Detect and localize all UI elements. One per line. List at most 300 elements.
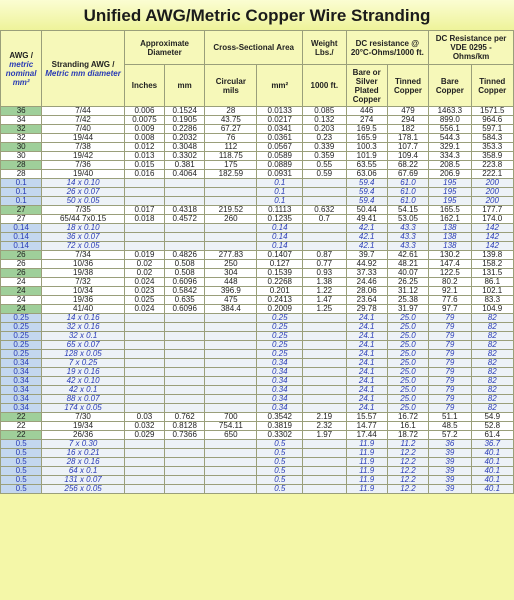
table-cell xyxy=(124,224,164,233)
table-cell: 384.4 xyxy=(205,305,257,314)
table-cell: 11.9 xyxy=(346,458,387,467)
table-cell xyxy=(205,485,257,494)
table-cell: 0.2268 xyxy=(257,278,303,287)
table-cell xyxy=(205,323,257,332)
table-cell xyxy=(165,314,205,323)
table-cell: 40.1 xyxy=(471,467,513,476)
header-dc-resistance: DC resistance @ 20°C-Ohms/1000 ft. xyxy=(346,31,429,65)
table-cell xyxy=(124,332,164,341)
table-cell: 25.0 xyxy=(387,386,428,395)
table-row xyxy=(1,170,514,179)
table-cell: 7/32 xyxy=(42,278,125,287)
table-cell xyxy=(303,485,346,494)
table-cell: 0.34 xyxy=(257,368,303,377)
table-cell: 448 xyxy=(205,278,257,287)
table-cell: 142 xyxy=(471,242,513,251)
table-cell xyxy=(303,458,346,467)
table-cell: 0.013 xyxy=(124,152,164,161)
table-cell: 43.75 xyxy=(205,116,257,125)
table-cell: 0.6096 xyxy=(165,278,205,287)
table-cell: 28 xyxy=(1,170,42,179)
table-cell xyxy=(165,179,205,188)
table-cell xyxy=(124,377,164,386)
table-cell xyxy=(165,359,205,368)
table-cell: 50.44 xyxy=(346,206,387,215)
table-row xyxy=(1,314,514,323)
table-cell xyxy=(303,467,346,476)
table-cell xyxy=(124,233,164,242)
table-cell: 584.3 xyxy=(471,134,513,143)
header-stranding xyxy=(42,31,125,107)
header-circular-mils: Circular mils xyxy=(205,65,257,107)
table-cell: 182.59 xyxy=(205,170,257,179)
table-cell: 19/40 xyxy=(42,170,125,179)
table-cell xyxy=(124,386,164,395)
table-cell: 36 x 0.07 xyxy=(42,233,125,242)
table-cell xyxy=(165,323,205,332)
table-cell xyxy=(205,386,257,395)
table-row xyxy=(1,305,514,314)
table-row xyxy=(1,152,514,161)
table-cell: 0.4826 xyxy=(165,251,205,260)
table-cell xyxy=(165,467,205,476)
table-cell: 0.3819 xyxy=(257,422,303,431)
table-cell: 0.55 xyxy=(303,161,346,170)
table-cell: 250 xyxy=(205,260,257,269)
table-cell: 0.5 xyxy=(257,449,303,458)
table-cell xyxy=(205,197,257,206)
table-row xyxy=(1,179,514,188)
table-cell: 25.0 xyxy=(387,395,428,404)
table-cell: 28 x 0.16 xyxy=(42,458,125,467)
table-cell: 0.5 xyxy=(1,458,42,467)
table-cell: 27 xyxy=(1,206,42,215)
table-cell: 24.1 xyxy=(346,323,387,332)
table-cell: 25.0 xyxy=(387,377,428,386)
table-cell: 15.57 xyxy=(346,413,387,422)
table-cell: 0.0567 xyxy=(257,143,303,152)
table-cell: 0.14 xyxy=(1,224,42,233)
table-cell: 223.8 xyxy=(471,161,513,170)
table-cell: 195 xyxy=(429,188,471,197)
table-cell xyxy=(165,341,205,350)
table-cell xyxy=(303,242,346,251)
table-cell: 0.5 xyxy=(1,440,42,449)
table-row xyxy=(1,368,514,377)
table-cell: 0.1905 xyxy=(165,116,205,125)
table-cell: 219.52 xyxy=(205,206,257,215)
table-cell: 30 xyxy=(1,143,42,152)
table-cell: 7/40 xyxy=(42,125,125,134)
table-cell: 24.1 xyxy=(346,332,387,341)
table-cell: 0.02 xyxy=(124,269,164,278)
table-cell: 25.0 xyxy=(387,314,428,323)
table-cell: 22 xyxy=(1,422,42,431)
table-cell: 0.2032 xyxy=(165,134,205,143)
table-cell: 19/44 xyxy=(42,134,125,143)
table-cell: 36 xyxy=(429,440,471,449)
table-cell: 0.1 xyxy=(257,197,303,206)
table-cell: 0.016 xyxy=(124,170,164,179)
table-cell: 0.632 xyxy=(303,206,346,215)
table-cell: 82 xyxy=(471,404,513,413)
table-cell: 2.32 xyxy=(303,422,346,431)
header-approx-diameter: Approximate Diameter xyxy=(124,31,204,65)
table-cell xyxy=(303,197,346,206)
table-cell xyxy=(124,404,164,413)
table-cell: 0.0589 xyxy=(257,152,303,161)
table-cell: 19/36 xyxy=(42,296,125,305)
table-cell: 0.59 xyxy=(303,170,346,179)
table-cell xyxy=(205,368,257,377)
table-cell: 28 xyxy=(205,107,257,116)
table-cell xyxy=(205,449,257,458)
table-cell: 174 x 0.05 xyxy=(42,404,125,413)
table-cell: 274 xyxy=(346,116,387,125)
table-cell: 30 xyxy=(1,152,42,161)
table-cell: 50 x 0.05 xyxy=(42,197,125,206)
table-cell xyxy=(303,341,346,350)
table-cell: 0.02 xyxy=(124,260,164,269)
table-row xyxy=(1,341,514,350)
table-cell: 0.127 xyxy=(257,260,303,269)
table-cell: 44.92 xyxy=(346,260,387,269)
table-row xyxy=(1,188,514,197)
table-cell xyxy=(124,323,164,332)
table-cell: 100.3 xyxy=(346,143,387,152)
table-cell: 0.2286 xyxy=(165,125,205,134)
table-cell: 24 xyxy=(1,278,42,287)
table-cell: 158.2 xyxy=(471,260,513,269)
table-cell xyxy=(303,224,346,233)
table-cell: 14 x 0.16 xyxy=(42,314,125,323)
table-cell xyxy=(205,341,257,350)
table-row xyxy=(1,215,514,224)
table-cell: 61.4 xyxy=(471,431,513,440)
table-cell: 14.77 xyxy=(346,422,387,431)
table-cell: 43.3 xyxy=(387,242,428,251)
table-cell: 0.1 xyxy=(257,188,303,197)
table-row xyxy=(1,296,514,305)
table-cell: 17.44 xyxy=(346,431,387,440)
table-cell: 43.3 xyxy=(387,224,428,233)
table-cell xyxy=(124,467,164,476)
table-cell xyxy=(303,350,346,359)
table-cell: 79 xyxy=(429,350,471,359)
table-cell: 0.0133 xyxy=(257,107,303,116)
table-cell: 36 xyxy=(1,107,42,116)
table-cell: 1.38 xyxy=(303,278,346,287)
table-cell: 0.34 xyxy=(1,404,42,413)
table-cell: 0.008 xyxy=(124,134,164,143)
table-cell: 18.72 xyxy=(387,431,428,440)
table-cell: 0.14 xyxy=(1,242,42,251)
table-cell: 479 xyxy=(387,107,428,116)
table-cell xyxy=(205,314,257,323)
header-weight: Weight Lbs./ xyxy=(303,31,346,65)
table-cell: 19/38 xyxy=(42,269,125,278)
table-cell: 25.0 xyxy=(387,404,428,413)
header-tinned-copper: Tinned Copper xyxy=(387,65,428,107)
table-cell xyxy=(303,404,346,413)
table-cell: 0.381 xyxy=(165,161,205,170)
table-cell: 11.9 xyxy=(346,440,387,449)
table-cell: 0.14 xyxy=(1,233,42,242)
table-cell: 358.9 xyxy=(471,152,513,161)
table-cell: 0.1 xyxy=(1,188,42,197)
table-cell xyxy=(303,188,346,197)
table-cell xyxy=(165,350,205,359)
table-cell: 0.4572 xyxy=(165,215,205,224)
table-cell: 334.3 xyxy=(429,152,471,161)
table-row xyxy=(1,242,514,251)
table-row xyxy=(1,413,514,422)
table-cell: 0.14 xyxy=(257,242,303,251)
table-cell: 0.017 xyxy=(124,206,164,215)
table-cell: 0.024 xyxy=(124,278,164,287)
table-cell: 40.1 xyxy=(471,458,513,467)
table-cell: 83.3 xyxy=(471,296,513,305)
table-cell: 0.34 xyxy=(1,377,42,386)
table-cell: 42.1 xyxy=(346,242,387,251)
table-cell: 42.1 xyxy=(346,233,387,242)
table-cell: 61.0 xyxy=(387,188,428,197)
table-cell: 0.77 xyxy=(303,260,346,269)
table-cell: 12.2 xyxy=(387,458,428,467)
table-cell: 138 xyxy=(429,224,471,233)
table-cell: 208.5 xyxy=(429,161,471,170)
table-cell: 0.339 xyxy=(303,143,346,152)
table-cell xyxy=(205,179,257,188)
table-cell: 396.9 xyxy=(205,287,257,296)
header-tinned-copper-2: Tinned Copper xyxy=(471,65,513,107)
table-cell: 63.55 xyxy=(346,161,387,170)
table-cell: 39 xyxy=(429,476,471,485)
header-bare-silver: Bare or Silver Plated Copper xyxy=(346,65,387,107)
table-cell: 104.9 xyxy=(471,305,513,314)
table-cell: 964.6 xyxy=(471,116,513,125)
table-cell: 65/44 7x0.15 xyxy=(42,215,125,224)
table-row xyxy=(1,440,514,449)
table-cell: 175 xyxy=(205,161,257,170)
table-row xyxy=(1,197,514,206)
table-cell: 39.7 xyxy=(346,251,387,260)
table-cell: 0.34 xyxy=(1,368,42,377)
table-cell: 0.0361 xyxy=(257,134,303,143)
table-cell: 79 xyxy=(429,341,471,350)
table-cell: 0.029 xyxy=(124,431,164,440)
table-cell xyxy=(205,404,257,413)
table-cell xyxy=(165,440,205,449)
table-cell xyxy=(165,368,205,377)
table-row xyxy=(1,431,514,440)
table-cell: 0.0931 xyxy=(257,170,303,179)
table-cell: 0.14 xyxy=(257,233,303,242)
header-mm2: mm² xyxy=(257,65,303,107)
table-cell: 0.018 xyxy=(124,215,164,224)
table-cell: 24.46 xyxy=(346,278,387,287)
table-cell: 0.0075 xyxy=(124,116,164,125)
header-weight-sub: 1000 ft. xyxy=(303,65,346,107)
table-cell xyxy=(124,485,164,494)
table-cell: 32 xyxy=(1,125,42,134)
table-cell: 7 x 0.30 xyxy=(42,440,125,449)
table-cell: 42 x 0.10 xyxy=(42,377,125,386)
table-row xyxy=(1,359,514,368)
table-row xyxy=(1,323,514,332)
table-cell: 200 xyxy=(471,188,513,197)
table-cell: 12.2 xyxy=(387,476,428,485)
table-cell: 79 xyxy=(429,395,471,404)
table-cell: 59.4 xyxy=(346,188,387,197)
table-cell: 0.1 xyxy=(257,179,303,188)
table-row xyxy=(1,134,514,143)
table-cell: 0.3302 xyxy=(257,431,303,440)
table-cell: 24.1 xyxy=(346,386,387,395)
table-cell: 130.2 xyxy=(429,251,471,260)
table-cell: 26 xyxy=(1,251,42,260)
table-cell xyxy=(165,377,205,386)
table-cell: 200 xyxy=(471,179,513,188)
table-cell xyxy=(124,368,164,377)
table-cell: 80.2 xyxy=(429,278,471,287)
table-cell: 147.4 xyxy=(429,260,471,269)
table-cell: 11.9 xyxy=(346,485,387,494)
table-cell: 19/42 xyxy=(42,152,125,161)
table-cell: 24.1 xyxy=(346,377,387,386)
table-cell: 165.9 xyxy=(346,134,387,143)
table-cell: 754.11 xyxy=(205,422,257,431)
table-cell xyxy=(165,404,205,413)
table-cell: 107.7 xyxy=(387,143,428,152)
header-awg-metric: metric nominal mm² xyxy=(5,59,37,87)
table-cell: 142 xyxy=(471,224,513,233)
table-cell: 67.27 xyxy=(205,125,257,134)
table-cell: 0.25 xyxy=(257,314,303,323)
table-cell: 97.7 xyxy=(429,305,471,314)
table-cell: 0.3542 xyxy=(257,413,303,422)
page-title: Unified AWG/Metric Copper Wire Stranding xyxy=(0,0,514,31)
table-cell: 25.0 xyxy=(387,359,428,368)
table-cell: 68.22 xyxy=(387,161,428,170)
table-cell: 0.5 xyxy=(257,440,303,449)
table-cell: 32 x 0.16 xyxy=(42,323,125,332)
table-cell: 0.5 xyxy=(257,458,303,467)
table-cell: 200 xyxy=(471,197,513,206)
table-cell xyxy=(205,224,257,233)
table-cell: 77.6 xyxy=(429,296,471,305)
table-cell: 142 xyxy=(471,233,513,242)
table-cell xyxy=(124,359,164,368)
table-row xyxy=(1,161,514,170)
table-cell: 1463.3 xyxy=(429,107,471,116)
table-cell: 79 xyxy=(429,323,471,332)
table-cell: 700 xyxy=(205,413,257,422)
table-row xyxy=(1,233,514,242)
table-cell: 79 xyxy=(429,359,471,368)
table-cell: 178.1 xyxy=(387,134,428,143)
table-cell: 0.132 xyxy=(303,116,346,125)
table-cell: 0.34 xyxy=(1,359,42,368)
table-cell: 1571.5 xyxy=(471,107,513,116)
table-cell: 131 x 0.07 xyxy=(42,476,125,485)
table-cell: 14 x 0.10 xyxy=(42,179,125,188)
table-cell: 162.1 xyxy=(429,215,471,224)
table-cell xyxy=(303,476,346,485)
table-cell: 0.015 xyxy=(124,161,164,170)
table-cell xyxy=(124,242,164,251)
table-cell xyxy=(165,395,205,404)
table-cell: 0.012 xyxy=(124,143,164,152)
table-cell: 0.7366 xyxy=(165,431,205,440)
table-cell: 0.1 xyxy=(1,179,42,188)
table-cell: 25.0 xyxy=(387,350,428,359)
table-row xyxy=(1,350,514,359)
table-cell: 42 x 0.1 xyxy=(42,386,125,395)
table-cell: 899.0 xyxy=(429,116,471,125)
table-cell: 76 xyxy=(205,134,257,143)
table-cell: 24 xyxy=(1,287,42,296)
table-cell: 7/44 xyxy=(42,107,125,116)
table-cell: 0.0889 xyxy=(257,161,303,170)
table-row xyxy=(1,143,514,152)
header-stranding-label: Stranding AWG / xyxy=(51,59,115,69)
table-cell: 43.3 xyxy=(387,233,428,242)
table-cell xyxy=(205,242,257,251)
table-cell xyxy=(124,188,164,197)
table-cell: 53.05 xyxy=(387,215,428,224)
table-cell xyxy=(205,377,257,386)
table-cell: 0.4064 xyxy=(165,170,205,179)
table-cell: 0.3048 xyxy=(165,143,205,152)
table-cell: 25.0 xyxy=(387,323,428,332)
table-cell: 79 xyxy=(429,314,471,323)
table-cell: 65 x 0.07 xyxy=(42,341,125,350)
table-cell: 0.508 xyxy=(165,260,205,269)
table-cell: 82 xyxy=(471,395,513,404)
table-cell: 11.9 xyxy=(346,467,387,476)
table-cell: 25.0 xyxy=(387,341,428,350)
table-cell: 446 xyxy=(346,107,387,116)
table-cell: 0.0341 xyxy=(257,125,303,134)
table-cell: 24.1 xyxy=(346,368,387,377)
table-cell: 32 xyxy=(1,134,42,143)
table-cell xyxy=(303,395,346,404)
table-cell: 0.25 xyxy=(257,323,303,332)
table-cell: 544.3 xyxy=(429,134,471,143)
table-cell xyxy=(124,440,164,449)
table-cell xyxy=(303,377,346,386)
table-cell: 24.1 xyxy=(346,341,387,350)
table-cell: 0.1539 xyxy=(257,269,303,278)
table-cell: 2.19 xyxy=(303,413,346,422)
table-cell: 0.203 xyxy=(303,125,346,134)
table-cell: 24.1 xyxy=(346,395,387,404)
table-cell: 39 xyxy=(429,458,471,467)
table-cell xyxy=(124,449,164,458)
table-cell: 260 xyxy=(205,215,257,224)
table-cell: 82 xyxy=(471,323,513,332)
table-cell: 48.5 xyxy=(429,422,471,431)
table-cell: 24.1 xyxy=(346,314,387,323)
table-cell: 49.41 xyxy=(346,215,387,224)
table-cell: 88 x 0.07 xyxy=(42,395,125,404)
table-cell: 86.1 xyxy=(471,278,513,287)
table-cell: 24 xyxy=(1,296,42,305)
table-cell xyxy=(124,458,164,467)
table-cell: 82 xyxy=(471,377,513,386)
table-cell: 0.2009 xyxy=(257,305,303,314)
